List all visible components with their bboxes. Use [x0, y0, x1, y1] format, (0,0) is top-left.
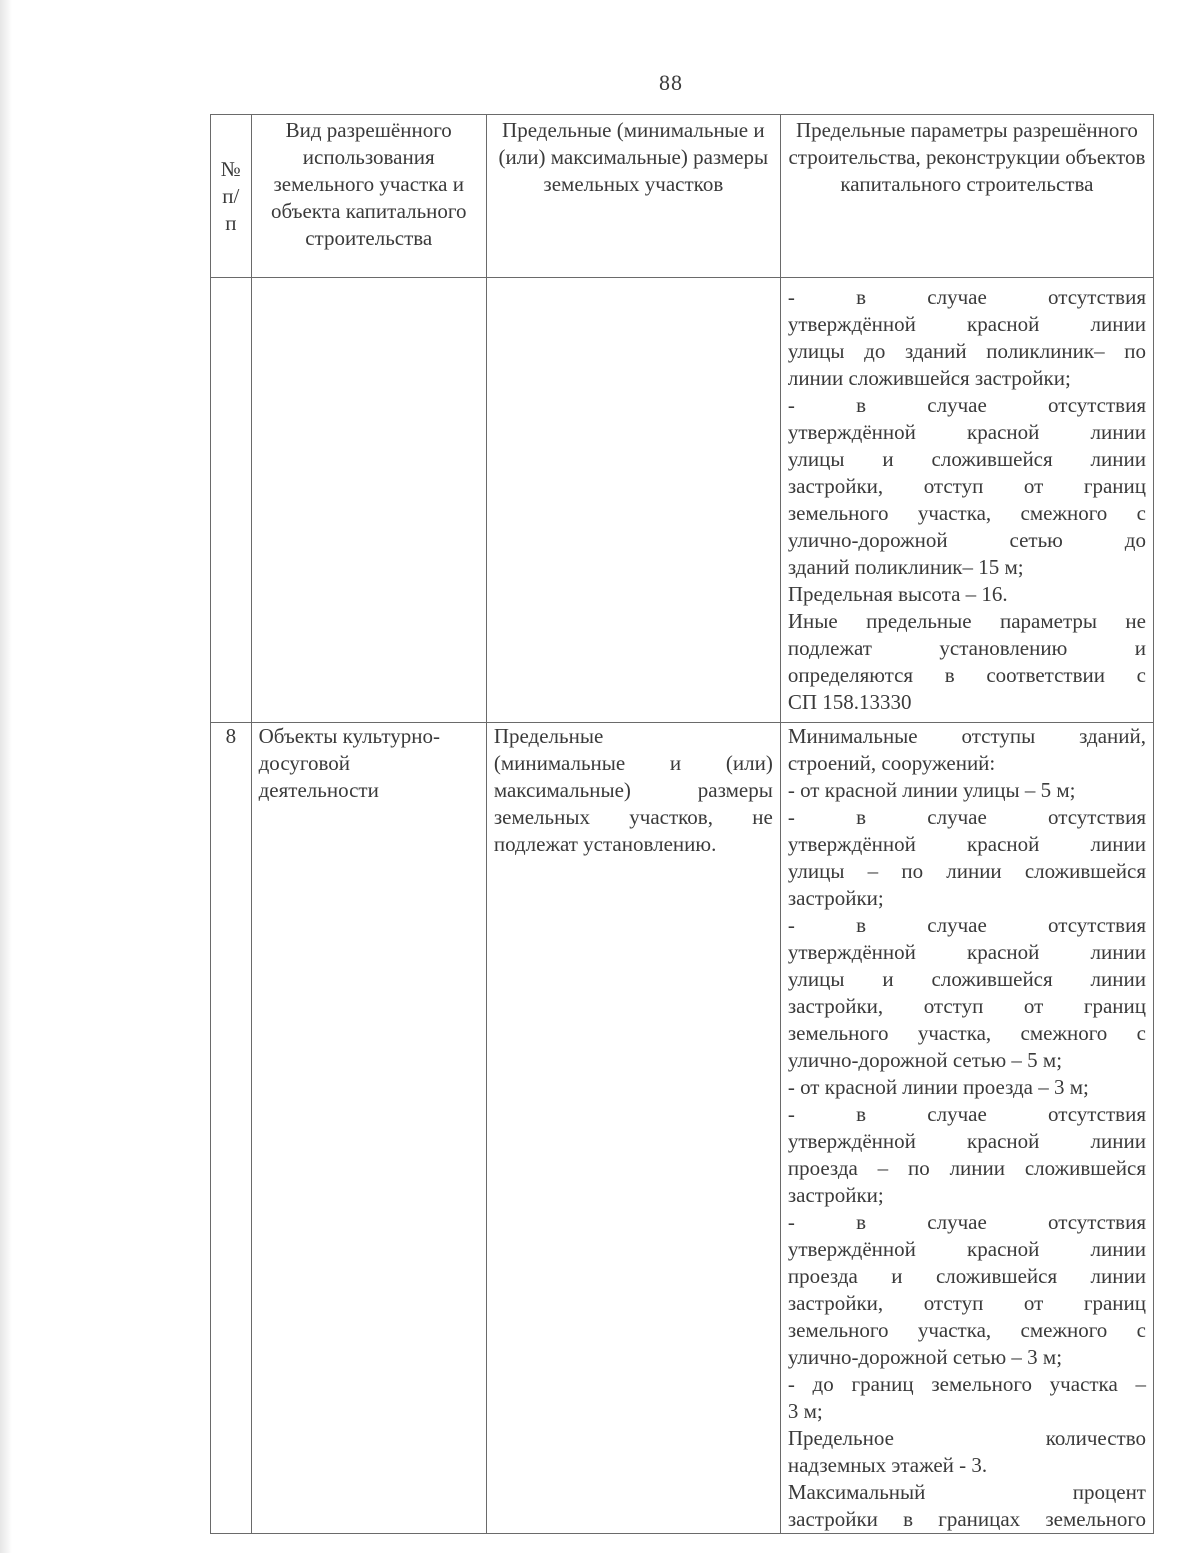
params-line: земельного участка, смежного с	[787, 1021, 1146, 1045]
table-header-row	[211, 115, 1154, 278]
params-line: Минимальные отступы зданий,	[787, 724, 1146, 748]
params-line: 3 м;	[787, 1399, 823, 1423]
params-line: земельного участка, смежного с	[787, 501, 1146, 525]
size-line: максимальные) размеры	[493, 778, 773, 802]
params-line: застройки;	[787, 1183, 884, 1207]
params-line: улично-дорожной сетью – 3 м;	[787, 1345, 1063, 1369]
params-line: утверждённой красной линии	[787, 832, 1146, 856]
params-line: утверждённой красной линии	[787, 312, 1146, 336]
row-params-cell	[780, 723, 1153, 1534]
row-params-cell	[780, 278, 1153, 723]
params-line: линии сложившейся застройки;	[787, 366, 1071, 390]
params-line: улицы и сложившейся линии	[787, 967, 1146, 991]
table-row	[211, 278, 1154, 723]
params-line: утверждённой красной линии	[787, 940, 1146, 964]
params-line: застройки, отступ от границ	[787, 474, 1146, 498]
params-line: проезда – по линии сложившейся	[787, 1156, 1146, 1180]
header-num	[211, 115, 252, 278]
table-row	[211, 723, 1154, 1534]
size-line: земельных участков, не	[493, 805, 773, 829]
params-line: - в случае отсутствия	[787, 285, 1146, 309]
params-line: - в случае отсутствия	[787, 805, 1146, 829]
params-line: - в случае отсутствия	[787, 1210, 1146, 1234]
regulations-table	[210, 114, 1154, 1534]
row-size-cell	[486, 278, 780, 723]
params-line: проезда и сложившейся линии	[787, 1264, 1146, 1288]
params-line: улично-дорожной сетью – 5 м;	[787, 1048, 1063, 1072]
params-line: СП 158.13330	[787, 690, 912, 714]
params-line: застройки в границах земельного	[787, 1507, 1146, 1531]
params-line: Предельное количество	[787, 1426, 1146, 1450]
params-line: - от красной линии проезда – 3 м;	[787, 1075, 1089, 1099]
params-line: улицы и сложившейся линии	[787, 447, 1146, 471]
params-line: Предельная высота – 16.	[787, 582, 1008, 606]
params-line: - в случае отсутствия	[787, 913, 1146, 937]
params-line: улично-дорожной сетью до	[787, 528, 1146, 552]
size-line: (минимальные и (или)	[493, 751, 773, 775]
size-line: подлежат установлению.	[493, 832, 717, 856]
params-line: застройки, отступ от границ	[787, 994, 1146, 1018]
size-line: Предельные	[493, 724, 604, 748]
params-line: Иные предельные параметры не	[787, 609, 1146, 633]
header-num-symbol: №	[220, 156, 241, 181]
params-line: утверждённой красной линии	[787, 1129, 1146, 1153]
params-line: - до границ земельного участка –	[787, 1372, 1146, 1396]
kind-line: Объекты культурно-	[258, 724, 440, 748]
kind-line: досуговой	[258, 751, 350, 775]
params-line: - в случае отсутствия	[787, 1102, 1146, 1126]
params-line: зданий поликлиник– 15 м;	[787, 555, 1024, 579]
header-kind: Вид разрешённого использования земельного участка и объекта капитального строительства	[251, 115, 486, 278]
params-line: улицы – по линии сложившейся	[787, 859, 1146, 883]
params-line: определяются в соответствии с	[787, 663, 1146, 687]
row-num-cell: 8	[211, 723, 252, 1534]
page-number: 88	[659, 70, 683, 95]
kind-line: деятельности	[258, 778, 379, 802]
params-line: - в случае отсутствия	[787, 393, 1146, 417]
params-line: подлежат установлению и	[787, 636, 1146, 660]
params-line: улицы до зданий поликлиник– по	[787, 339, 1146, 363]
params-line: утверждённой красной линии	[787, 1237, 1146, 1261]
header-params: Предельные параметры разрешённого строительства, реконструкции объектов капитального строительства	[780, 115, 1153, 278]
row-kind-cell	[251, 278, 486, 723]
params-line: земельного участка, смежного с	[787, 1318, 1146, 1342]
header-num-abbr: п/п	[222, 183, 240, 235]
params-line: надземных этажей - 3.	[787, 1453, 988, 1477]
params-line: застройки;	[787, 886, 884, 910]
params-line: Максимальный процент	[787, 1480, 1146, 1504]
header-size: Предельные (минимальные и (или) максимальные) размеры земельных участков	[486, 115, 780, 278]
params-line: утверждённой красной линии	[787, 420, 1146, 444]
row-kind-cell	[251, 723, 486, 1534]
params-line: строений, сооружений:	[787, 751, 996, 775]
row-num-cell	[211, 278, 252, 723]
scan-edge	[0, 0, 12, 1553]
params-line: - от красной линии улицы – 5 м;	[787, 778, 1076, 802]
row-size-cell	[486, 723, 780, 1534]
params-line: застройки, отступ от границ	[787, 1291, 1146, 1315]
